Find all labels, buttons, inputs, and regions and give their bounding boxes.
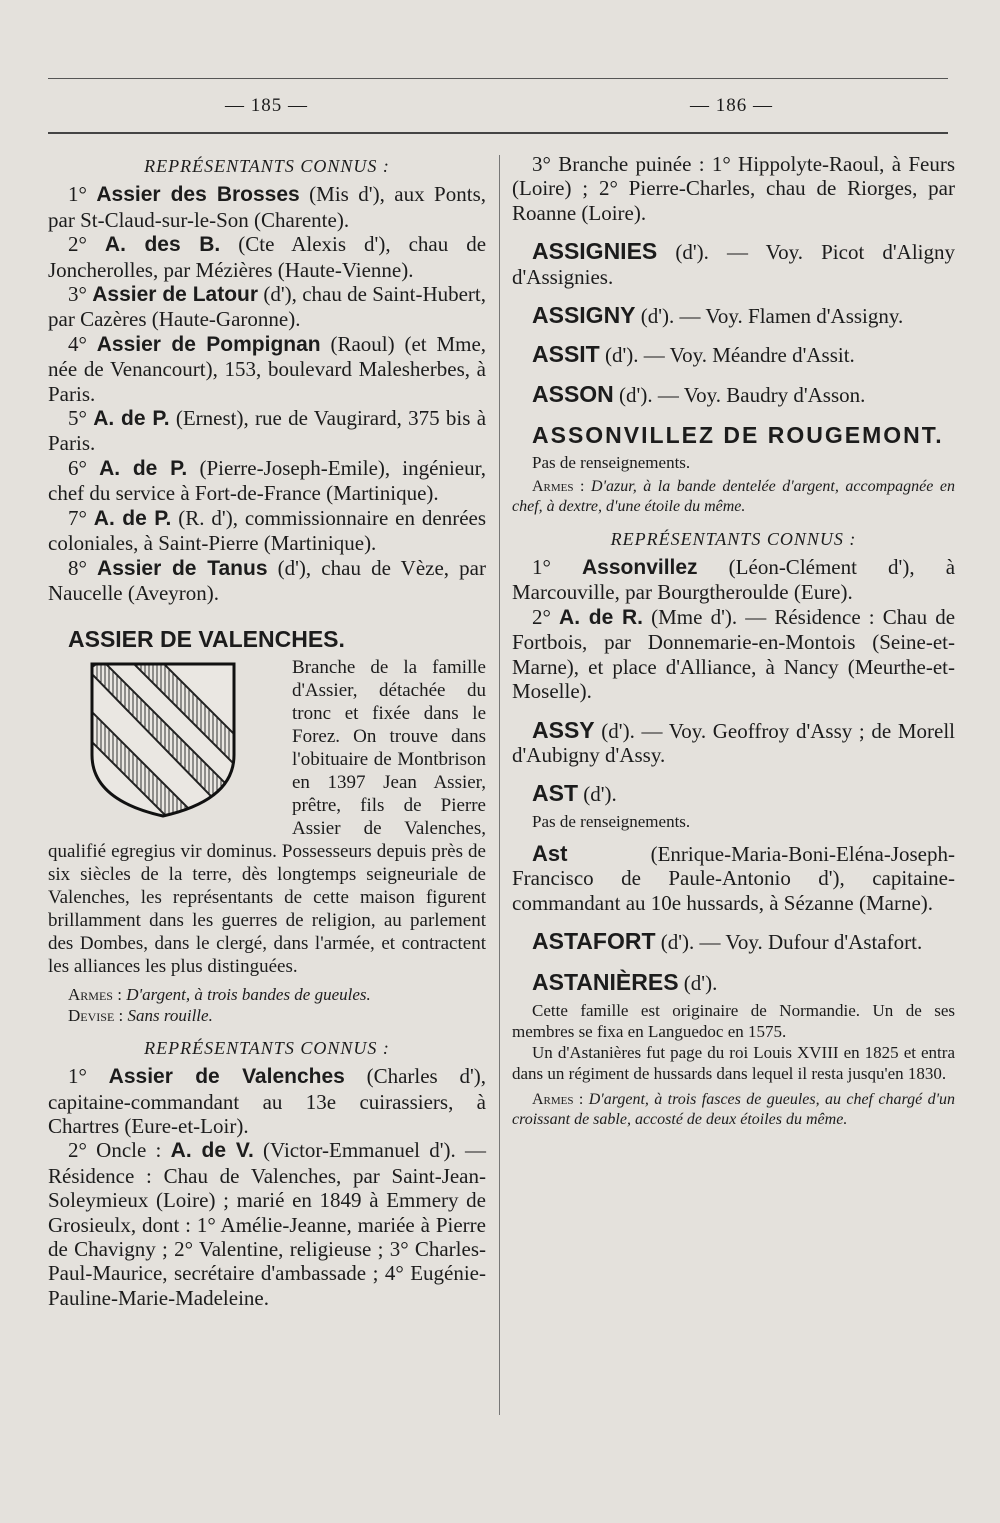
entry-name: Ast: [532, 840, 568, 866]
entry-text: (d'). — Voy. Dufour d'Astafort.: [660, 929, 923, 954]
entry-text: (d'). — Voy. Geoffroy d'Assy ; de Morell d'Aubigny d'Assy.: [512, 718, 955, 767]
entry-name: Assonvillez: [582, 556, 698, 580]
arms-label: Armes :: [532, 1090, 584, 1108]
entry-number: 4°: [68, 331, 87, 356]
entry-name: ASSIGNY: [532, 302, 636, 329]
entry-number: 5°: [68, 406, 87, 431]
arms-text: D'argent, à trois bandes de gueules.: [126, 984, 371, 1004]
entry-a-de-p-ernest: [48, 406, 486, 456]
assonvillez-heading: ASSONVILLEZ DE ROUGEMONT.: [532, 422, 944, 449]
entry-text: (Pierre-Joseph-Emile), ingénieur, chef du service à Fort-de-France (Martinique).: [48, 455, 487, 506]
entry-name: A. de V.: [170, 1139, 254, 1163]
entry-a-de-p-pierre: [48, 456, 486, 506]
entry-name: A. des B.: [104, 233, 221, 257]
left-page-number: — 185 —: [225, 95, 308, 116]
coat-of-arms-shield: [88, 660, 278, 828]
entry-astafort: [512, 929, 955, 954]
entry-assier-des-brosses: [48, 182, 486, 232]
entry-a-de-v: [48, 1138, 486, 1310]
shield-three-bends-icon: [88, 660, 238, 820]
entry-number: 1°: [532, 555, 551, 580]
entry-name: Assier de Latour: [92, 283, 259, 307]
astanieres-paragraph-1: Cette famille est originaire de Normandie. Un de ses membres se fixa en Languedoc en 1575.: [512, 1000, 955, 1041]
column-divider: [499, 155, 500, 1415]
arms-label: Armes :: [532, 477, 585, 495]
entry-ast-enrique: [512, 842, 955, 915]
entry-lead: 2° Oncle :: [68, 1138, 162, 1163]
entry-name: Assier de Valenches: [108, 1065, 345, 1089]
entry-assignies: [512, 239, 955, 289]
entry-text: (d').: [683, 971, 718, 996]
entry-assier-de-latour: [48, 282, 486, 332]
entry-assonvillez: [512, 555, 955, 605]
entry-text: (Mme d'). — Résidence : Chau de Fortbois, par Donnemarie-en-Montois (Seine-et-Marne), et place d'Alliance, à Nancy (Meurthe-et-Moselle).: [512, 604, 956, 704]
entry-name: Assier de Tanus: [97, 556, 268, 580]
entry-number: 2°: [532, 604, 551, 629]
valenches-description: Branche de la famille d'Assier, détachée du tronc et fixée dans le Forez. On trouve dans l'obituaire de Montbrison en 1397 Jean Assier, prêtre, fils de Pierre Assier de Valenches, qualifié egregius vir dominus. Possesseurs depuis près de six siècles de la terre, dès longtemps seigneuriale de Valenches, les représentants de cette maison figurent brillamment dans les guerres de religion, au parlement des Dombes, dans le clergé, dans l'armée, et contractent les alliances les plus distinguées.: [48, 656, 486, 977]
right-page-number: — 186 —: [690, 95, 773, 116]
arms-text: D'azur, à la bande dentelée d'argent, accompagnée en chef, à dextre, d'une étoile du même.: [512, 477, 955, 515]
entry-text: (d'). — Voy. Méandre d'Assit.: [604, 343, 855, 368]
entry-number: 2°: [68, 232, 87, 257]
entry-name: ASSON: [532, 380, 614, 407]
entry-text: (Mis d'), aux Ponts, par St-Claud-sur-le-Son (Charente).: [48, 182, 486, 232]
entry-number: 3°: [68, 282, 87, 307]
entry-text: (Cte Alexis d'), chau de Joncherolles, par Mézières (Haute-Vienne).: [48, 232, 487, 282]
entry-name: ASSY: [532, 716, 595, 743]
left-column: [48, 152, 486, 1310]
entry-number: 8°: [68, 555, 87, 580]
ast-info: Pas de renseignements.: [532, 811, 691, 831]
entry-text: (Enrique-Maria-Boni-Eléna-Joseph-Francisco de Paule-Antonio d'), capitaine-commandant au 10e hussards, à Sézanne (Marne).: [512, 841, 955, 915]
entry-ast: [512, 781, 955, 806]
assonvillez-arms: [512, 477, 955, 517]
representants-heading-right: REPRÉSENTANTS CONNUS :: [610, 528, 857, 549]
entry-name: Assier des Brosses: [96, 183, 300, 207]
entry-assigny: [512, 303, 955, 328]
entry-assier-de-tanus: [48, 556, 486, 606]
entry-asson: [512, 382, 955, 407]
entry-a-de-r: [512, 605, 955, 704]
valenches-devise: [48, 1005, 486, 1026]
entry-assit: [512, 342, 955, 367]
entry-text: (R. d'), commissionnaire en denrées coloniales, à Saint-Pierre (Martinique).: [48, 505, 487, 556]
entry-text: (d').: [583, 782, 617, 807]
entry-name: A. de P.: [93, 506, 172, 530]
entry-name: ASTANIÈRES: [532, 969, 679, 996]
entry-text: (Charles d'), capitaine-commandant au 13e cuirassiers, à Chartres (Eure-et-Loir).: [48, 1064, 487, 1138]
entry-text: (d'). — Voy. Flamen d'Assigny.: [640, 304, 904, 329]
devise-label: Devise :: [68, 1005, 124, 1025]
entry-name: ASTAFORT: [532, 927, 656, 954]
entry-a-des-b: [48, 232, 486, 282]
entry-name: A. de P.: [99, 456, 188, 480]
devise-text: Sans rouille.: [127, 1005, 213, 1025]
entry-text: (Léon-Clément d'), à Marcouville, par Bourgtheroulde (Eure).: [512, 555, 956, 605]
entry-astanieres: [512, 970, 955, 995]
entry-text: (Ernest), rue de Vaugirard, 375 bis à Paris.: [48, 406, 487, 456]
entry-text: (d'), chau de Saint-Hubert, par Cazères (Haute-Garonne).: [48, 282, 487, 332]
astanieres-paragraph-2: Un d'Astanières fut page du roi Louis XVIII en 1825 et entra dans un régiment de hussards dans lequel il resta jusqu'en 1830.: [512, 1042, 955, 1083]
arms-text: D'argent, à trois fasces de gueules, au chef chargé d'un croissant de sable, accosté de deux étoiles du même.: [512, 1090, 956, 1128]
representants-heading: REPRÉSENTANTS CONNUS :: [144, 156, 390, 176]
entry-text: (Victor-Emmanuel d'). — Résidence : Chau de Valenches, par Saint-Jean-Soleymieux (Loire) ; marié en 1849 à Emmery de Grosieulx, dont : 1° Amélie-Jeanne, mariée à Pierre de Chavigny ; 2° Valentine, religieuse ; 3° Charles-Paul-Maurice, secrétaire d'ambassade ; 4° Eugénie-Pauline-Marie-Madeleine.: [48, 1138, 487, 1310]
valenches-heading: ASSIER DE VALENCHES.: [68, 626, 345, 653]
entry-a-de-p-r: [48, 506, 486, 556]
entry-name: ASSIGNIES: [532, 238, 658, 265]
right-column: [512, 152, 955, 1130]
entry-text: (d'). — Voy. Picot d'Aligny d'Assignies.: [512, 240, 955, 289]
arms-label: Armes :: [68, 984, 122, 1004]
entry-text: (d'). — Voy. Baudry d'Asson.: [619, 382, 866, 407]
entry-name: A. de R.: [559, 605, 643, 629]
valenches-arms: [48, 984, 486, 1005]
branche-puinee: 3° Branche puinée : 1° Hippolyte-Raoul, à Feurs (Loire) ; 2° Pierre-Charles, chau de Riorges, par Roanne (Loire).: [512, 152, 955, 225]
entry-name: AST: [532, 780, 578, 807]
entry-name: ASSIT: [532, 341, 600, 368]
entry-assier-de-pompignan: [48, 332, 486, 406]
representants-heading-2: REPRÉSENTANTS CONNUS :: [144, 1037, 390, 1058]
entry-name: Assier de Pompignan: [96, 332, 321, 356]
entry-number: 1°: [68, 182, 87, 207]
header-rule: [48, 132, 948, 134]
entry-text: (Raoul) (et Mme, née de Venancourt), 153, boulevard Malesherbes, à Paris.: [48, 331, 487, 406]
entry-assier-de-valenches: [48, 1064, 486, 1138]
entry-number: 7°: [68, 505, 87, 530]
entry-assy: [512, 718, 955, 768]
entry-text: (d'), chau de Vèze, par Naucelle (Aveyron).: [48, 555, 486, 605]
assonvillez-info: Pas de renseignements.: [532, 452, 691, 472]
entry-number: 6°: [68, 455, 87, 480]
top-rule: [48, 78, 948, 79]
entry-name: A. de P.: [93, 407, 170, 431]
entry-number: 1°: [68, 1064, 87, 1089]
astanieres-arms: [512, 1090, 955, 1130]
